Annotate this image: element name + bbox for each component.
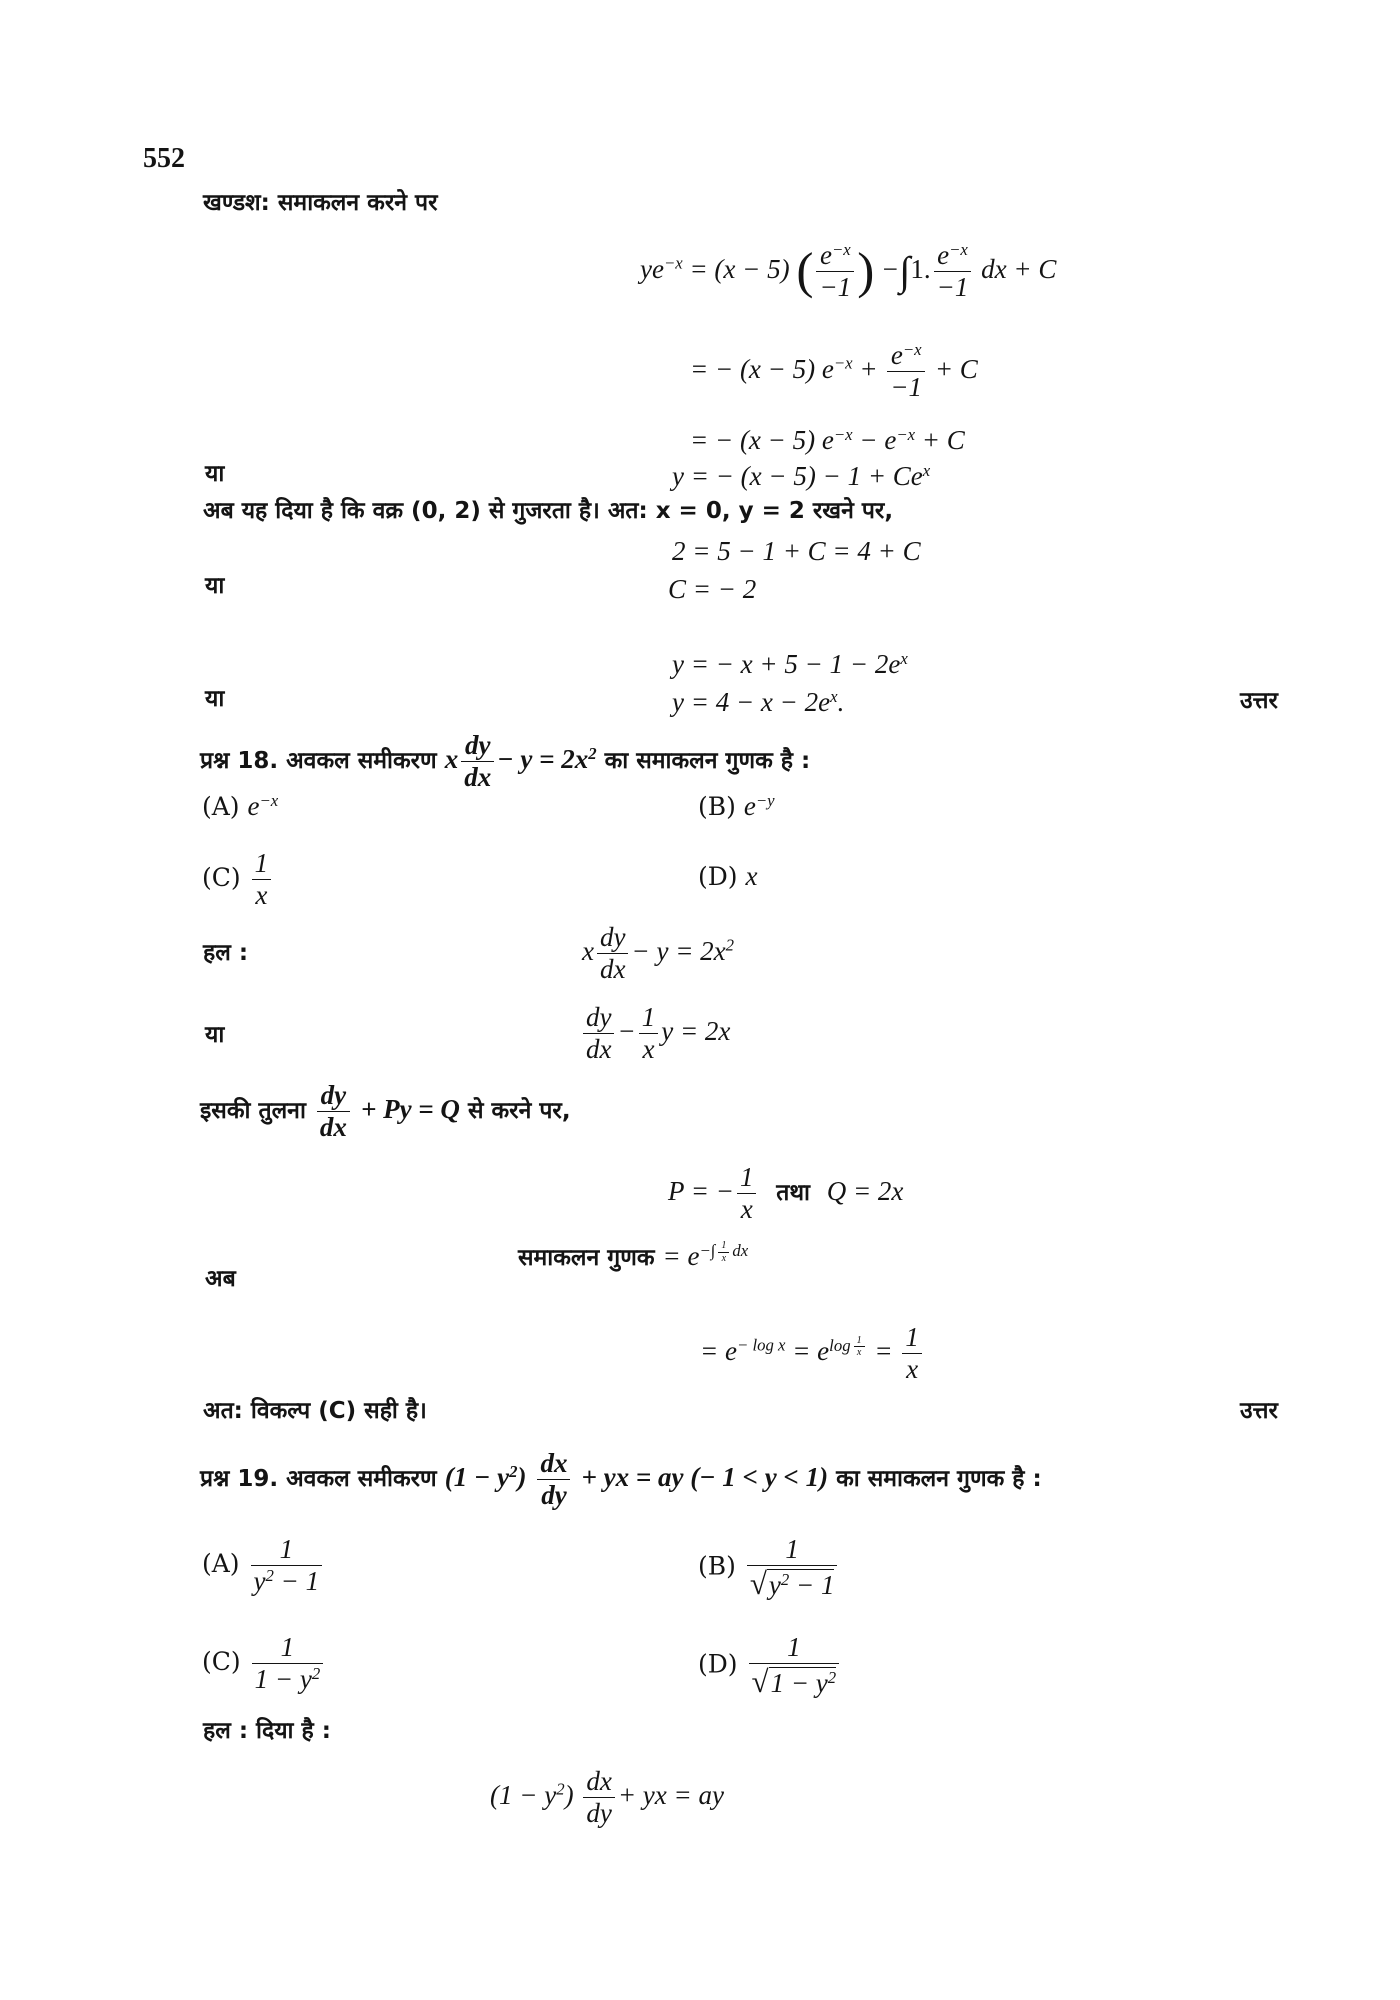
equation-final-solution: $y = 4 - x - 2e^x$. (672, 686, 845, 717)
solution-18-equation-1: x $\frac{dy}{dx}$ − $y = 2x^2$ (582, 922, 735, 985)
solution-18-comparison: इसकी तुलना $\frac{dy}{dx}$ + Py = Q से करने पर, (200, 1080, 571, 1143)
integration-by-parts-text: खण्डश: समाकलन करने पर (203, 190, 438, 216)
solution-18-p-q: P = − $\frac{1}{x}$ तथा Q = 2x (668, 1162, 904, 1225)
q19-option-d: (D) $\frac{1}{√1 - y^2}$ (698, 1632, 842, 1700)
solution-18-integrating-factor-value: = $e^{- log x} = e^{log \frac{1}{x}}$ = $\frac{1}{x}$ (700, 1322, 925, 1385)
curve-condition-text: अब यह दिया है कि वक्र (0, 2) से गुजरता है। अत: x = 0, y = 2 रखने पर, (203, 498, 894, 524)
label-ya-3: या (205, 686, 225, 712)
equation-by-parts: $ye^{-x} = (x - 5)$ ( $\frac{e^{-x}}{-1}$ ) −∫1. $\frac{e^{-x}}{-1}$ dx + C (640, 239, 1057, 303)
solution-18-integrating-factor: समाकलन गुणक = $e^{-\int \frac{1}{x} dx}$ (518, 1240, 749, 1272)
question-19: प्रश्न 19. अवकल समीकरण $(1 - y^2)$ $\frac{dx}{dy}$ + yx = ay (− 1 < y < 1) का समाकलन गुणक है : (200, 1448, 1042, 1511)
label-ya-2: या (205, 573, 225, 599)
solution-19-equation: $(1 - y^2)$ $\frac{dx}{dy}$ + yx = ay (490, 1766, 724, 1829)
page-number: 552 (143, 143, 185, 174)
label-ya-1: या (205, 461, 225, 487)
answer-label-1: उत्तर (1240, 688, 1278, 714)
equation-step-3: = − (x − 5) $e^{-x} - e^{-x} + C$ (690, 424, 965, 455)
q18-option-b: (B) $e^{-y}$ (698, 790, 775, 821)
q19-option-a: (A) $\frac{1}{y^2 - 1}$ (202, 1534, 325, 1597)
question-18: प्रश्न 18. अवकल समीकरण x $\frac{dy}{dx}$ − $y = 2x^2$ का समाकलन गुणक है : (200, 730, 811, 793)
q19-option-c: (C) $\frac{1}{1 - y^2}$ (202, 1632, 326, 1695)
q19-option-b: (B) $\frac{1}{√y^2 - 1}$ (698, 1534, 840, 1602)
solution-18-conclusion: अत: विकल्प (C) सही है। (203, 1398, 427, 1424)
q18-option-c: (C) $\frac{1}{x}$ (202, 848, 274, 911)
equation-step-2: = − (x − 5) $e^{-x}$ + $\frac{e^{-x}}{-1}$ + C (690, 339, 978, 403)
solution-18-equation-2: $\frac{dy}{dx}$ − $\frac{1}{x}$ y = 2x (580, 1002, 730, 1065)
equation-substitution: 2 = 5 − 1 + C = 4 + C (672, 536, 921, 566)
label-ab: अब (205, 1266, 236, 1292)
equation-general-solution: y = − $(x - 5) - 1 + Ce^x$ (672, 460, 931, 491)
answer-label-2: उत्तर (1240, 1398, 1278, 1424)
equation-step-substituted: y = − $x + 5 - 1 - 2e^x$ (672, 648, 908, 679)
solution-18-label: हल : (203, 940, 249, 966)
solution-19-label: हल : दिया है : (203, 1718, 331, 1744)
label-ya-4: या (205, 1022, 225, 1048)
equation-constant-value: C = − 2 (668, 574, 757, 604)
q18-option-a: (A) $e^{-x}$ (202, 790, 279, 821)
q18-option-d: (D) x (698, 861, 758, 891)
